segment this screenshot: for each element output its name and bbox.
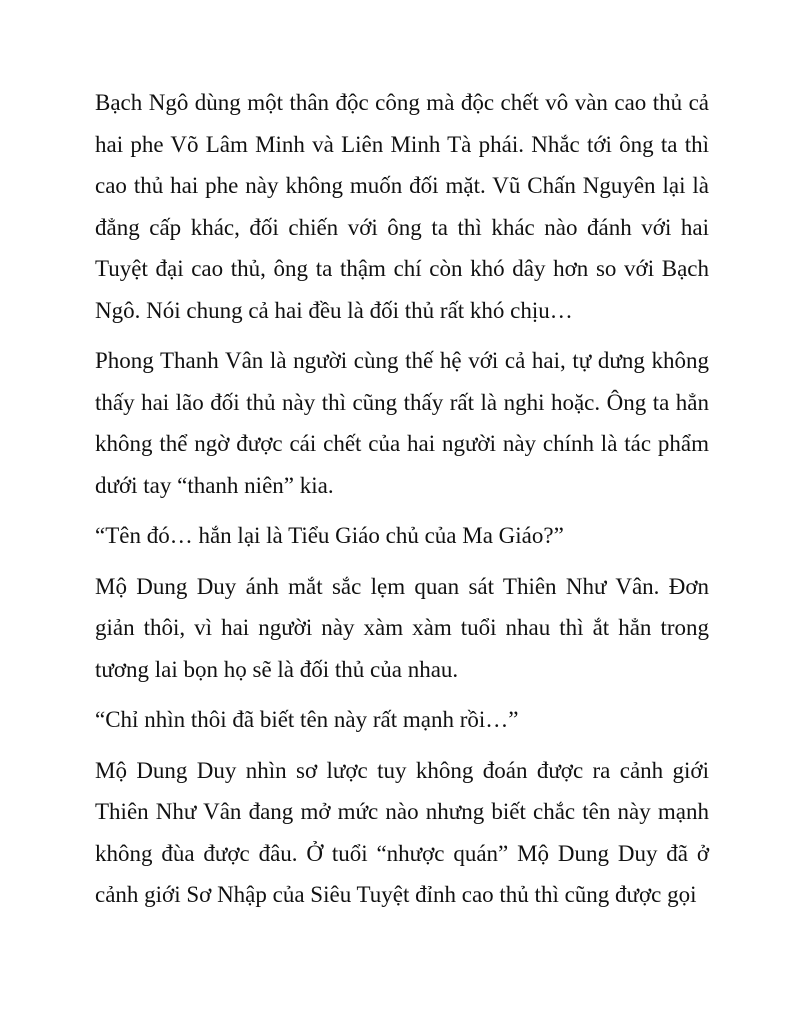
paragraph: Mộ Dung Duy ánh mắt sắc lẹm quan sát Thiên Như Vân. Đơn giản thôi, vì hai người này xàm xàm tuổi nhau thì ắt hẳn trong tương lai bọn họ sẽ là đối thủ của nhau.: [95, 573, 709, 682]
paragraph: “Tên đó… hắn lại là Tiểu Giáo chủ của Ma Giáo?”: [95, 523, 564, 548]
paragraph: Mộ Dung Duy nhìn sơ lược tuy không đoán được ra cảnh giới Thiên Như Vân đang mở mức nào nhưng biết chắc tên này mạnh không đùa được đâu. Ở tuổi “nhược quán” Mộ Dung Duy đã ở cảnh giới Sơ Nhập của Siêu Tuyệt đỉnh cao thủ thì cũng được gọi: [95, 757, 709, 907]
paragraph: Phong Thanh Vân là người cùng thế hệ với cả hai, tự dưng không thấy hai lão đối thủ này thì cũng thấy rất là nghi hoặc. Ông ta hẳn không thể ngờ được cái chết của hai người này chính là tác phẩm dưới tay “thanh niên” kia.: [95, 348, 709, 498]
text-block: [95, 82, 709, 925]
paragraph: “Chỉ nhìn thôi đã biết tên này rất mạnh rồi…”: [95, 707, 519, 732]
paragraph: Bạch Ngô dùng một thân độc công mà độc chết vô vàn cao thủ cả hai phe Võ Lâm Minh và Liên Minh Tà phái. Nhắc tới ông ta thì cao thủ hai phe này không muốn đối mặt. Vũ Chấn Nguyên lại là đẳng cấp khác, đối chiến với ông ta thì khác nào đánh với hai Tuyệt đại cao thủ, ông ta thậm chí còn khó dây hơn so với Bạch Ngô. Nói chung cả hai đều là đối thủ rất khó chịu…: [95, 90, 709, 323]
